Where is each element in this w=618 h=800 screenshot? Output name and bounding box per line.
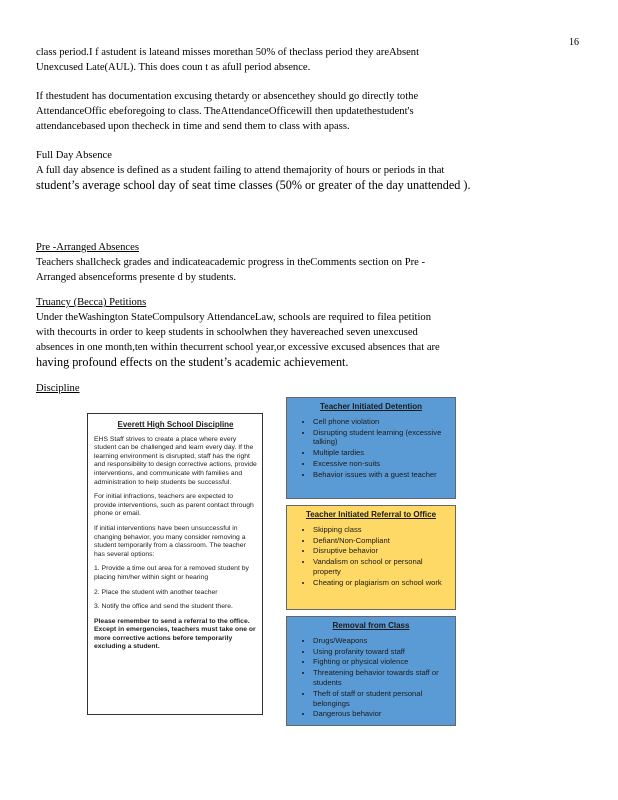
list-item: • Drugs/Weapons bbox=[313, 636, 449, 646]
discipline-text: EHS Staff strives to create a place where every student can be challenged and learn every day. If the learning environment is disrupted, staff has the right and responsibility to design corrective actions, provide interventions, and communicate with families and administration to help students be successful. bbox=[94, 435, 257, 486]
detention-list bbox=[293, 417, 449, 480]
text-line: Arranged absenceforms presente d by students. bbox=[36, 272, 237, 283]
text-line: having profound effects on the student’s academic achievement. bbox=[36, 355, 349, 369]
section-heading: Full Day Absence bbox=[36, 150, 112, 161]
removal-box bbox=[286, 616, 456, 726]
referral-list bbox=[293, 525, 449, 588]
discipline-reminder: Please remember to send a referral to the office. Except in emergencies, teachers must take one or more corrective actions before temporarily excluding a student. bbox=[94, 617, 256, 651]
section-heading: Truancy (Becca) Petitions bbox=[36, 297, 147, 308]
paragraph-late-absence bbox=[36, 45, 506, 75]
text-line: If thestudent has documentation excusing thetardy or absencethey should go directly tothe bbox=[36, 91, 419, 102]
text-line: student’s average school day of seat time classes (50% or greater of the day unattended ). bbox=[36, 178, 471, 192]
list-item: • Defiant/Non-Compliant bbox=[313, 536, 449, 546]
list-item: • Theft of staff or student personal belongings bbox=[313, 689, 449, 709]
text-line: attendancebased upon thecheck in time and send them to class with apass. bbox=[36, 121, 350, 132]
list-item: • Disruptive behavior bbox=[313, 546, 449, 556]
text-line: Under theWashington StateCompulsory AttendanceLaw, schools are required to filea petition bbox=[36, 312, 432, 323]
section-pre-arranged-absences bbox=[36, 240, 506, 285]
discipline-box-title: Everett High School Discipline bbox=[117, 420, 234, 429]
text-line: absences in one month,ten within thecurrent school year,or excessive excused absences that are bbox=[36, 342, 440, 353]
detention-box-title: Teacher Initiated Detention bbox=[319, 402, 423, 411]
section-truancy-petitions bbox=[36, 295, 506, 370]
list-item: • Cheating or plagiarism on school work bbox=[313, 578, 449, 588]
list-item: • Cell phone violation bbox=[313, 417, 449, 427]
list-item: • Multiple tardies bbox=[313, 448, 449, 458]
discipline-option: 1. Provide a time out area for a removed student by placing him/her within sight or hearing bbox=[94, 565, 249, 581]
detention-box bbox=[286, 397, 456, 499]
list-item: • Threatening behavior towards staff or students bbox=[313, 668, 449, 688]
discipline-text: If initial interventions have been unsuccessful in changing behavior, you many consider removing a student temporarily from a classroom. The teacher has several options: bbox=[94, 524, 246, 558]
list-item: • Disrupting student learning (excessive talking) bbox=[313, 428, 449, 448]
section-discipline bbox=[36, 381, 506, 396]
discipline-info-box bbox=[87, 413, 263, 715]
referral-box-title: Teacher Initiated Referral to Office bbox=[305, 510, 437, 519]
discipline-option: 2. Place the student with another teacher bbox=[94, 588, 218, 596]
discipline-option: 3. Notify the office and send the student there. bbox=[94, 603, 233, 611]
list-item: • Behavior issues with a guest teacher bbox=[313, 470, 449, 480]
text-line: with thecourts in order to keep students in schoolwhen they havereached seven unexcused bbox=[36, 327, 418, 338]
list-item: • Using profanity toward staff bbox=[313, 647, 449, 657]
referral-box bbox=[286, 505, 456, 610]
list-item: • Dangerous behavior bbox=[313, 709, 449, 719]
list-item: • Fighting or physical violence bbox=[313, 657, 449, 667]
section-heading: Discipline bbox=[36, 383, 80, 394]
text-line: AttendanceOffic ebeforegoing to class. TheAttendanceOfficewill then updatethestudent's bbox=[36, 106, 414, 117]
section-full-day-absence bbox=[36, 148, 506, 193]
discipline-text: For initial infractions, teachers are expected to provide interventions, such as parent contact through phone or email. bbox=[94, 493, 254, 518]
removal-box-title: Removal from Class bbox=[332, 621, 410, 630]
text-line: class period.I f astudent is lateand misses morethan 50% of theclass period they areAbsent bbox=[36, 47, 420, 58]
text-line: Teachers shallcheck grades and indicateacademic progress in theComments section on Pre - bbox=[36, 257, 426, 268]
text-line: A full day absence is defined as a student failing to attend themajority of hours or periods in that bbox=[36, 165, 445, 176]
list-item: • Vandalism on school or personal property bbox=[313, 557, 449, 577]
section-heading: Pre -Arranged Absences bbox=[36, 242, 139, 253]
paragraph-documentation bbox=[36, 89, 506, 134]
page-number: 16 bbox=[569, 37, 579, 48]
text-line: Unexcused Late(AUL). This does coun t as afull period absence. bbox=[36, 62, 311, 73]
list-item: • Excessive non-suits bbox=[313, 459, 449, 469]
removal-list bbox=[293, 636, 449, 719]
list-item: • Skipping class bbox=[313, 525, 449, 535]
